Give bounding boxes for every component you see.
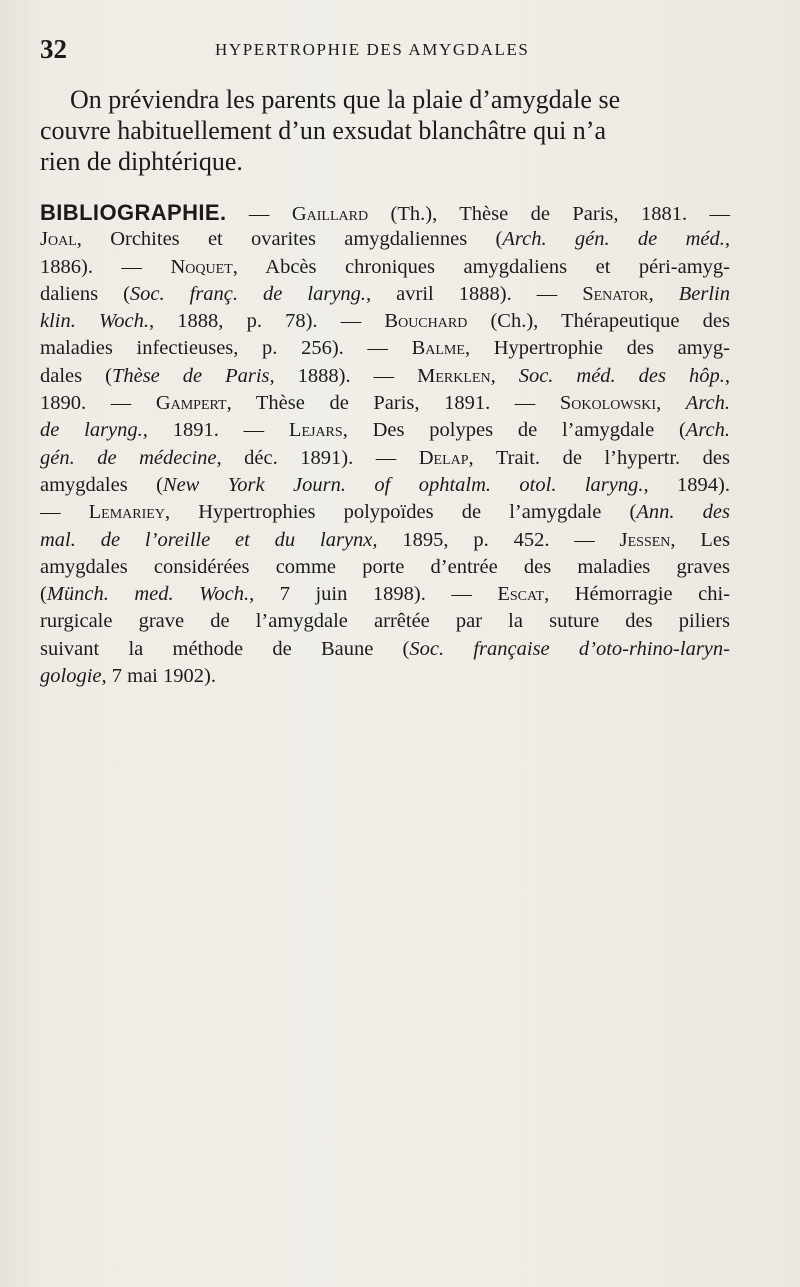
publication-title: Münch. med. Woch. [46,583,250,606]
lead-paragraph [40,84,730,177]
lead-line: rien de diphtérique. [40,147,243,176]
citation-text: (Th.), Thèse de Paris, 1881. — [368,203,731,225]
publication-title: de laryng., [40,419,148,442]
bibliography-line [40,554,730,581]
citation-text: , [648,282,679,305]
bibliography-line [40,663,730,690]
bibliography-line [40,254,730,281]
publication-title: Soc. franç. de laryng. [129,282,367,305]
citation-text: 1890. — [40,392,156,415]
bibliography-line [40,608,730,635]
publication-title: Thèse de Paris, [111,364,275,387]
citation-text: , Abcès chroniques amygdaliens et péri-amyg- [232,255,730,278]
bibliography-section [40,199,730,690]
publication-title: Berlin [678,282,730,305]
citation-text: 1886). — [40,255,171,278]
citation-text: — [40,501,89,524]
author-name: Sokolowski [559,392,657,415]
author-name: Escat [497,583,545,606]
citation-text: maladies infectieuses, p. 256). — [40,337,412,360]
bibliography-line [40,417,730,444]
bibliography-line [40,308,730,335]
citation-text: (Ch.), Thérapeutique des [467,310,730,333]
publication-title: Arch. gén. de méd. [502,228,725,251]
citation-text: dales ( [40,364,112,387]
bibliography-line [40,581,730,608]
bibliography-heading: BIBLIOGRAPHIE. [40,200,227,225]
publication-title: Arch. [685,419,731,442]
publication-title: Arch. [685,392,731,415]
citation-text: , Des polypes de l’amygdale ( [342,419,686,442]
citation-text: suivant la méthode de Baune ( [40,637,410,660]
bibliography-line [40,281,730,308]
citation-text: 7 mai 1902). [106,665,216,688]
citation-text: , Hémorragie chi- [544,583,731,606]
citation-text: , 1888, p. 78). — [148,310,385,333]
citation-text: ( [40,583,47,606]
bibliography-line [40,363,730,390]
publication-title: mal. de l’oreille et du larynx, [40,528,378,551]
citation-text: daliens ( [40,282,130,305]
author-name: Gampert [155,392,227,415]
publication-title: gologie, [40,665,107,688]
bibliography-line [40,226,730,253]
lead-line: On préviendra les parents que la plaie d’amygdale se [70,85,621,114]
citation-text: 1895, p. 452. — [377,528,620,551]
citation-text: , Trait. de l’hypertr. des [468,446,731,469]
publication-title: Soc. française d’oto-rhino-laryn- [409,637,730,660]
citation-text: , avril 1888). — [366,282,583,305]
citation-text: , Les [670,528,730,551]
citation-text: , Orchites et ovarites amygdaliennes ( [76,228,503,251]
publication-title: Soc. méd. des hôp. [518,364,725,387]
author-name: Senator [582,282,649,305]
author-name: Lejars [288,419,343,442]
author-name: Balme [411,337,465,360]
page-header [40,34,730,70]
citation-text: , 1894). [643,473,730,496]
bibliography-line [40,335,730,362]
lead-line: couvre habituellement d’un exsudat blanchâtre qui n’a [40,116,607,145]
citation-text: , [656,392,686,415]
citation-text: amygdales ( [40,473,163,496]
bibliography-line [40,445,730,472]
author-name: Lemariey [88,501,165,524]
author-name: Delap [418,446,469,469]
citation-text: , 7 juin 1898). — [249,583,498,606]
author-name: Merklen [417,364,491,387]
citation-text: , [490,364,519,387]
publication-title: klin. Woch. [40,310,149,333]
citation-text: , Hypertrophies polypoïdes de l’amygdale ( [164,501,637,524]
citation-text: , Thèse de Paris, 1891. — [226,392,560,415]
citation-text: déc. 1891). — [221,446,419,469]
author-name: Bouchard [384,310,468,333]
citation-text: rurgicale grave de l’amygdale arrêtée par la suture des piliers [40,610,730,633]
page-number: 32 [40,34,67,64]
publication-title: Ann. des [636,501,730,524]
author-name: Gaillard [291,203,369,225]
bibliography-line [40,472,730,499]
bibliography-line [40,499,730,526]
citation-text: , Hypertrophie des amyg- [464,337,731,360]
author-name: Jessen [619,528,671,551]
running-title: HYPERTROPHIE DES AMYGDALES [215,40,530,59]
bibliography-line [40,527,730,554]
bibliography-line [40,390,730,417]
author-name: Joal [40,228,77,251]
citation-text: , [724,364,730,387]
publication-title: New York Journ. of ophtalm. otol. laryng. [162,473,644,496]
citation-text: amygdales considérées comme porte d’entrée des maladies graves [40,555,730,578]
bibliography-line [40,199,730,226]
bibliography-line [40,636,730,663]
citation-text: 1891. — [147,419,289,442]
publication-title: gén. de médecine, [40,446,222,469]
author-name: Noquet [170,255,233,278]
citation-text: 1888). — [274,364,418,387]
citation-text: — [226,203,292,225]
citation-text: , [724,228,730,251]
